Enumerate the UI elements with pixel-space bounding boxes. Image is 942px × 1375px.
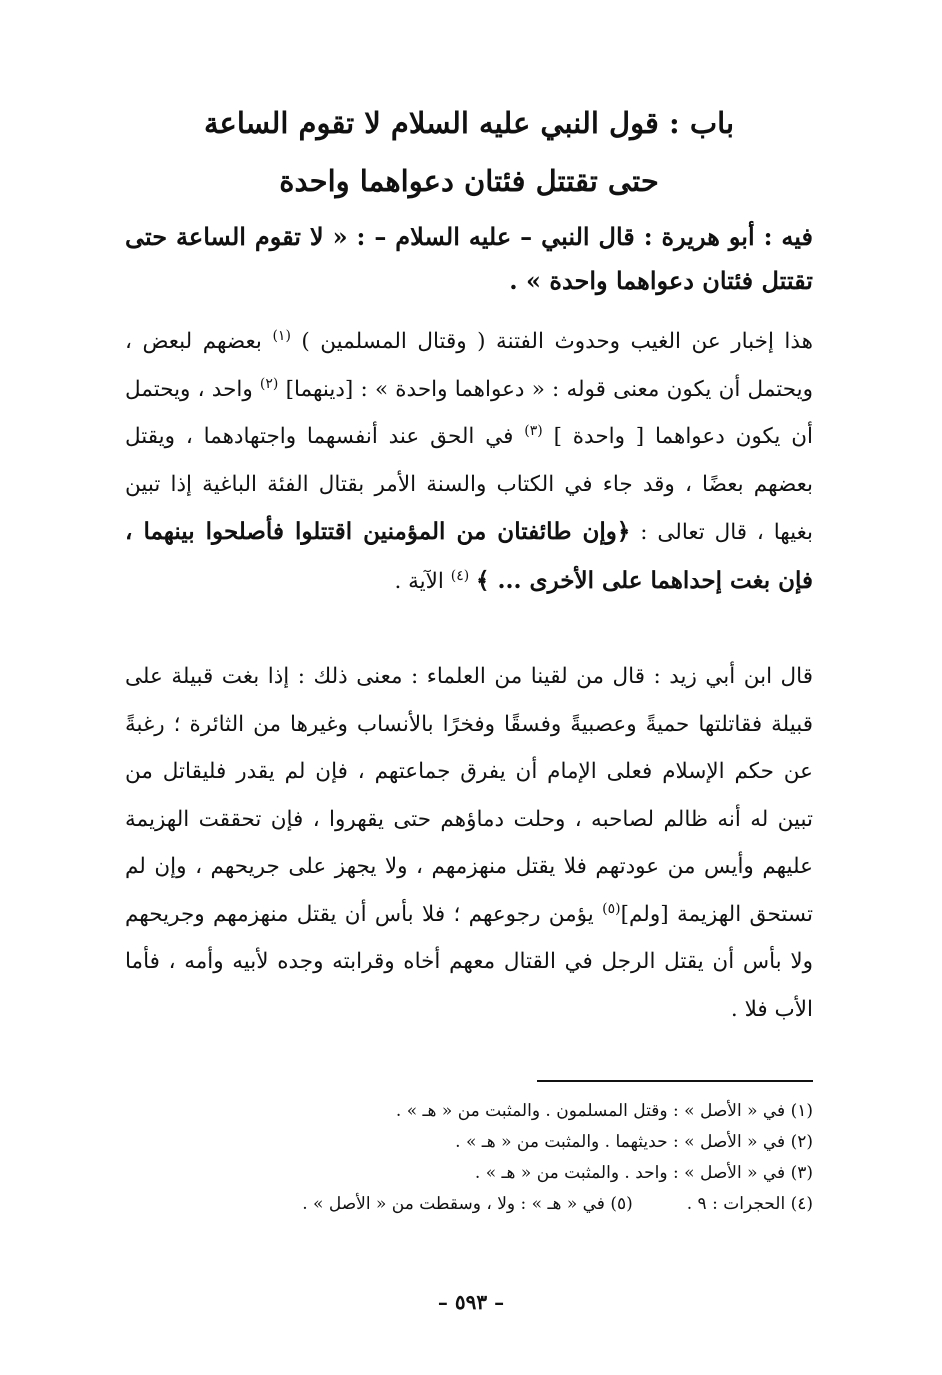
commentary-paragraph-1 — [125, 318, 813, 605]
paragraph-2-text-a: قال ابن أبي زيد : قال من لقينا من العلماء : معنى ذلك : إذا بغت قبيلة على قبيلة فقاتلتها حميةً وعصبيةً وفسقًا وفخرًا بالأنساب وغيرها من الثائرة ؛ رغبةً عن حكم الإسلام فعلى الإمام أن يفرق جماعتهم ، فإن لم يقدر فليقاتل من تبين له أنه ظالم لصاحبه ، وحلت دماؤهم حتى يقهروا ، فإن تحققت الهزيمة عليهم وأيس من عودتهم فلا يقتل منهزمهم ، ولا يجهز على جريحهم ، وإن لم تستحق الهزيمة [ولم] — [125, 664, 813, 927]
paragraph-2-text-b: يؤمن رجوعهم ؛ فلا بأس أن يقتل منهزمهم وجريحهم ولا بأس أن يقتل الرجل في القتال معهم أخاه وقرابته وجده لأبيه وأمه ، فأما الأب فلا . — [125, 901, 813, 1022]
commentary-paragraph-2 — [125, 653, 813, 1033]
quran-verse: ﴿وإن طائفتان من المؤمنين اقتتلوا فأصلحوا بينهما ، فإن بغت إحداهما على الأخرى ... ﴾ — [125, 518, 813, 594]
footnote-4: (٤) الحجرات : ٩ . — [686, 1194, 813, 1214]
footnote-3: (٣) في « الأصل » : واحد . والمثبت من « هـ » . — [474, 1163, 813, 1183]
footnote-ref-4: (٤) — [450, 567, 470, 584]
footnote-5: (٥) في « هـ » : ولا ، وسقطت من « الأصل » . — [302, 1194, 633, 1214]
paragraph-1-text-c: واحد ، ويحتمل أن يكون دعواهما [ واحدة ] — [125, 376, 813, 449]
chapter-title-line-2: حتى تقتتل فئتان دعواهما واحدة — [279, 164, 659, 198]
paragraph-1-text-e: الآية . — [394, 568, 444, 594]
footnote-2: (٢) في « الأصل » : حديثهما . والمثبت من « هـ » . — [455, 1132, 813, 1152]
footnote-1: (١) في « الأصل » : وقتل المسلمون . والمثبت من « هـ » . — [395, 1101, 813, 1121]
paragraph-1-text-a: هذا إخبار عن الغيب وحدوث الفتنة ( وقتال المسلمين ) — [301, 329, 814, 354]
footnote-ref-2: (٢) — [259, 375, 279, 392]
footnote-ref-1: (١) — [272, 327, 291, 344]
paragraph-1-text-b: بعضهم لبعض ، ويحتمل أن يكون معنى قوله : « دعواهما واحدة » : [دينهما] — [125, 329, 813, 402]
footnote-ref-3: (٣) — [524, 422, 543, 439]
chapter-title-line-1: باب : قول النبي عليه السلام لا تقوم الساعة — [203, 106, 735, 140]
hadith-text: فيه : أبو هريرة : قال النبي – عليه السلام – : « لا تقوم الساعة حتى تقتتل فئتان دعواهما واحدة » . — [125, 222, 813, 295]
footnote-4-5-row — [125, 1189, 813, 1220]
footnote-ref-5: (٥) — [602, 900, 621, 917]
chapter-title — [125, 94, 813, 210]
footnote-separator — [537, 1080, 813, 1082]
paragraph-1-text-d: في الحق عند أنفسهما واجتهادهما ، ويقتل بعضهم بعضًا ، وقد جاء في الكتاب والسنة الأمر بقتال الفئة الباغية إذا تبين بغيها ، قال تعالى : — [125, 424, 814, 545]
page-number: – ٥٩٣ – — [437, 1290, 505, 1314]
footnotes — [125, 1096, 813, 1220]
